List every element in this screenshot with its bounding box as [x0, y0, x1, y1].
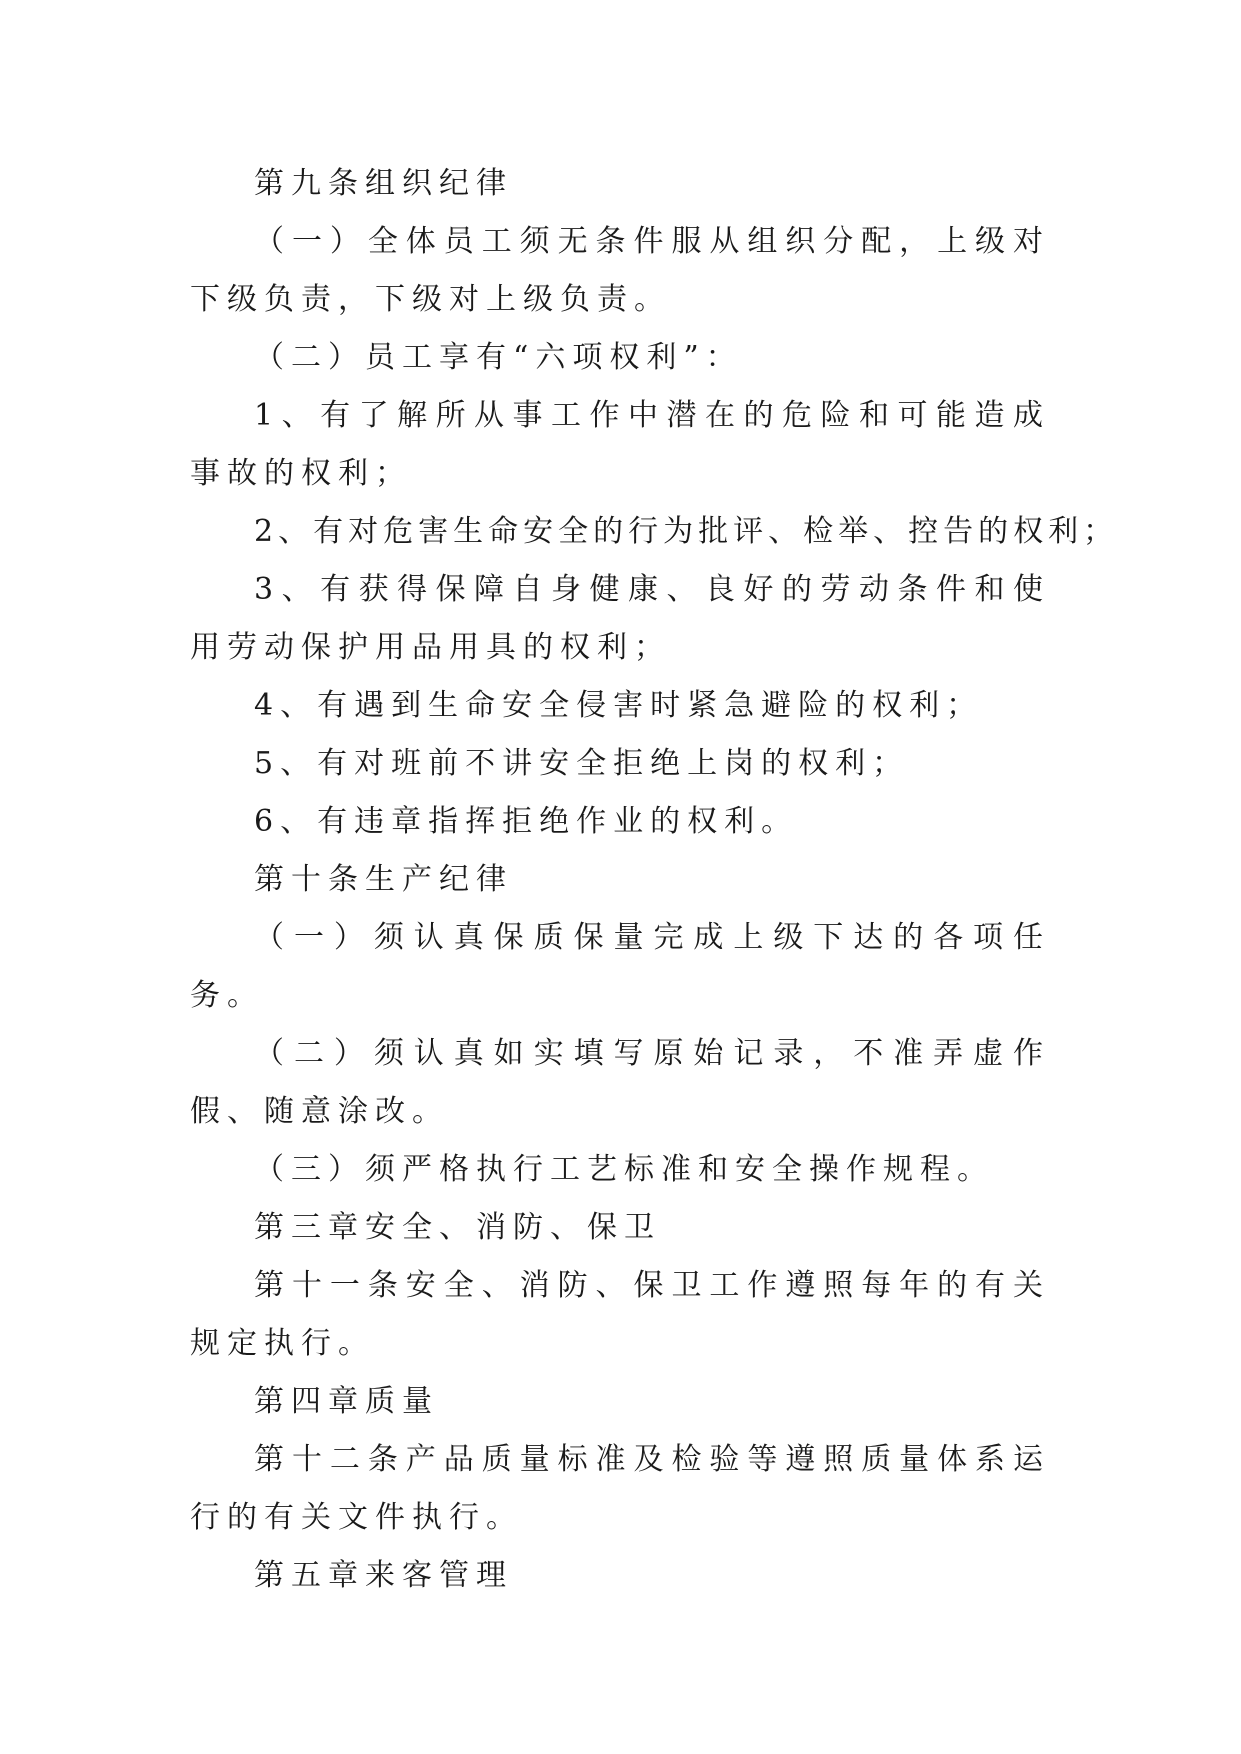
chapter-3-heading: 第三章安全、消防、保卫 [254, 1210, 661, 1245]
article-9-heading: 第九条组织纪律 [254, 166, 513, 201]
right-3: 3、有获得保障自身健康、良好的劳动条件和使用劳动保护用品用具的权利； [190, 572, 1050, 665]
article-9-item-1: （一）全体员工须无条件服从组织分配，上级对下级负责，下级对上级负责。 [190, 224, 1050, 317]
article-10-item-3: （三）须严格执行工艺标准和安全操作规程。 [254, 1152, 994, 1187]
article-11: 第十一条安全、消防、保卫工作遵照每年的有关规定执行。 [190, 1268, 1050, 1361]
article-12: 第十二条产品质量标准及检验等遵照质量体系运行的有关文件执行。 [190, 1442, 1050, 1535]
article-9-item-2: （二）员工享有“六项权利”： [254, 340, 743, 375]
article-10-item-2: （二）须认真如实填写原始记录，不准弄虚作假、随意涂改。 [190, 1036, 1050, 1129]
right-2: 2、有对危害生命安全的行为批评、检举、控告的权利； [254, 514, 1119, 549]
chapter-5-heading: 第五章来客管理 [254, 1558, 513, 1593]
chapter-4-heading: 第四章质量 [254, 1384, 439, 1419]
right-6: 6、有违章指挥拒绝作业的权利。 [254, 804, 799, 839]
article-10-item-1: （一）须认真保质保量完成上级下达的各项任务。 [190, 920, 1050, 1013]
right-1: 1、有了解所从事工作中潜在的危险和可能造成事故的权利； [190, 398, 1050, 491]
article-10-heading: 第十条生产纪律 [254, 862, 513, 897]
right-4: 4、有遇到生命安全侵害时紧急避险的权利； [254, 688, 984, 723]
document-body [190, 155, 1119, 1605]
right-5: 5、有对班前不讲安全拒绝上岗的权利； [254, 746, 910, 781]
